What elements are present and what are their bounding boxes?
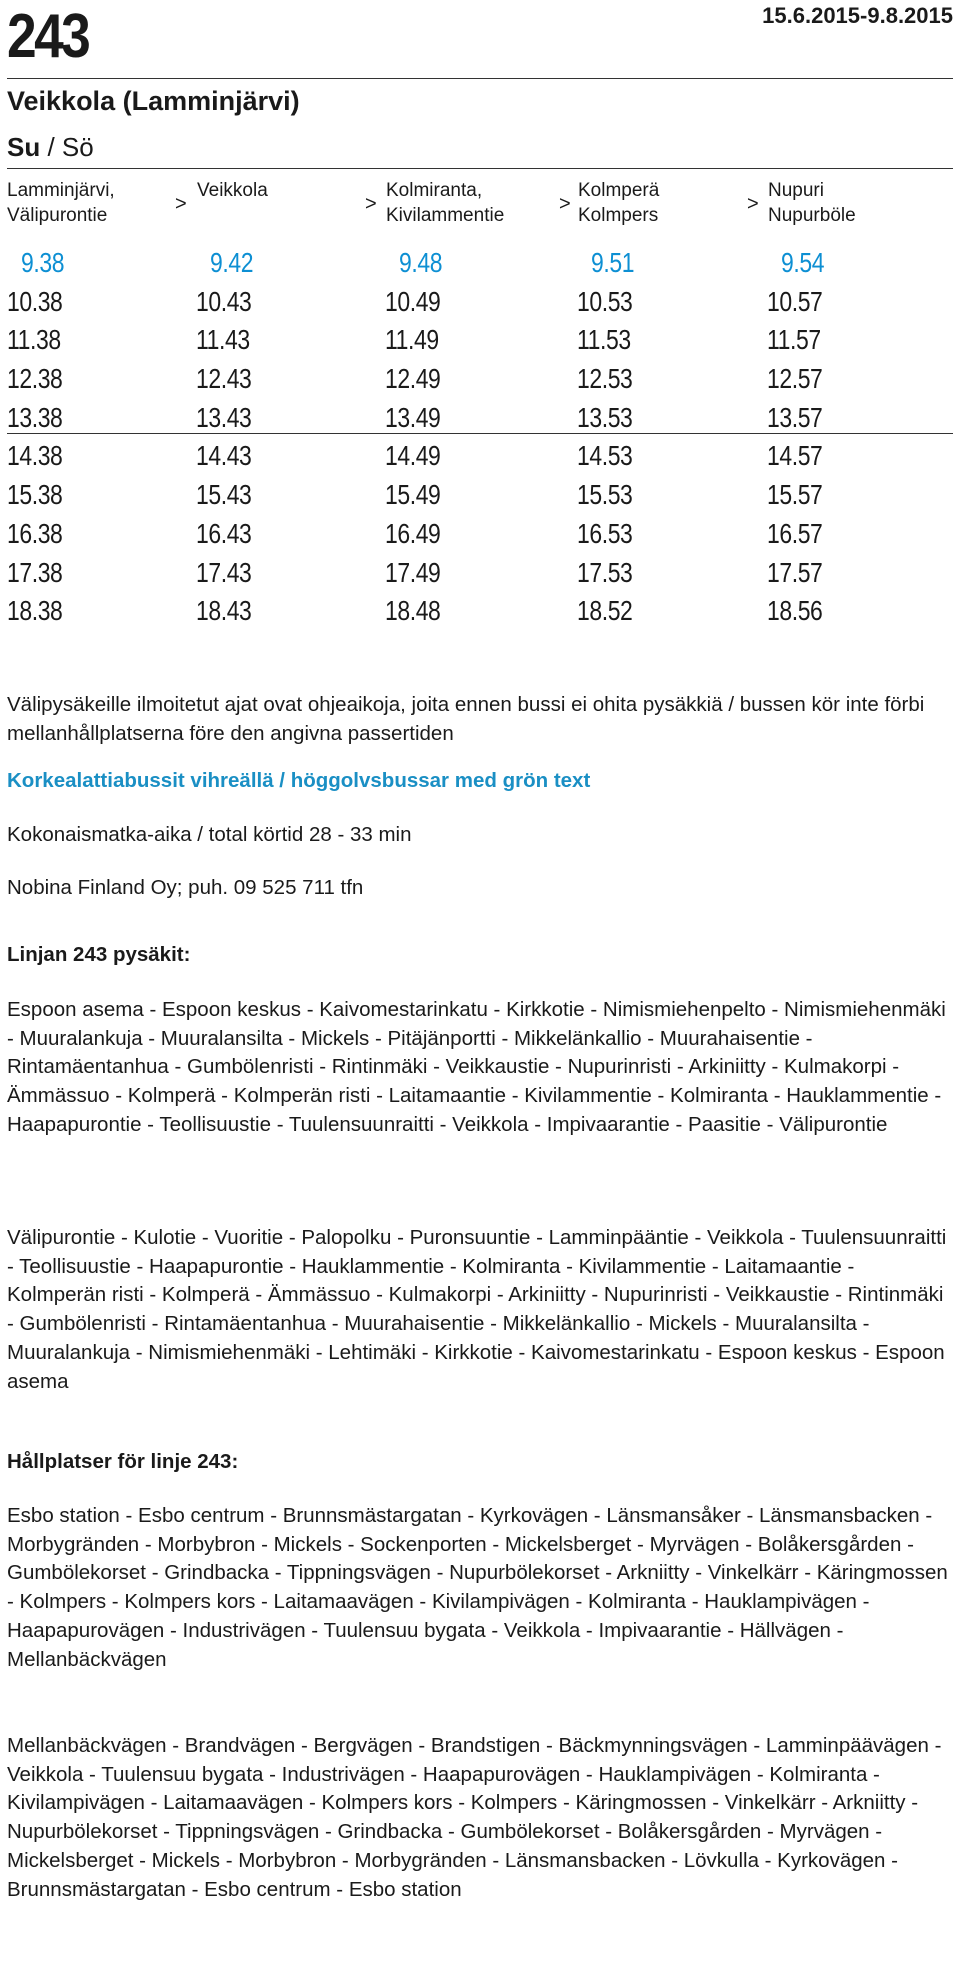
departure-row xyxy=(7,592,953,631)
departure-time: 11.53 xyxy=(577,324,631,356)
day-label xyxy=(7,132,94,163)
departure-row xyxy=(7,360,953,399)
timetable-page xyxy=(7,0,953,1901)
day-label-sv: Sö xyxy=(61,132,94,162)
departure-time: 15.53 xyxy=(577,479,633,511)
table-divider xyxy=(7,433,953,434)
departure-row xyxy=(7,437,953,476)
stop-column-header xyxy=(578,178,659,228)
departure-time: 11.49 xyxy=(385,324,439,356)
departure-time: 14.49 xyxy=(385,440,441,472)
departure-time: 13.38 xyxy=(7,401,63,433)
header-divider xyxy=(7,78,953,79)
departure-row xyxy=(7,283,953,322)
stop-header-row xyxy=(7,178,953,234)
departure-time: 12.53 xyxy=(577,363,633,395)
direction-arrow: > xyxy=(365,193,377,215)
stop-name-line: Kolmpers xyxy=(578,205,659,226)
departure-row xyxy=(7,515,953,554)
route-number: 243 xyxy=(7,2,89,71)
departure-time: 17.38 xyxy=(7,556,63,588)
stop-name-line: Nupuri xyxy=(768,180,824,201)
stop-name-line: Lamminjärvi, xyxy=(7,180,115,201)
departure-row xyxy=(7,244,953,283)
page-header xyxy=(7,0,953,80)
departure-time: 9.51 xyxy=(591,247,635,278)
stop-column-header xyxy=(197,178,268,203)
stop-name-line: Nupurböle xyxy=(768,205,856,226)
departure-time: 11.57 xyxy=(767,324,821,356)
departure-time: 15.57 xyxy=(767,479,823,511)
departure-time: 13.43 xyxy=(196,401,252,433)
departure-row xyxy=(7,321,953,360)
stops-fi-direction-2: Välipurontie - Kulotie - Vuoritie - Palopolku - Puronsuuntie - Lamminpääntie - Veikkola - Tuulensuunraitti - Teollisuustie - Haapapurontie - Hauklammentie - Kolmiranta - Kivilammentie - Laitamaantie - Kolmperän risti - Kolmperä - Ämmässuo - Kulmakorpi - Arkiniitty - Nupurinristi - Veikkaustie - Rintinmäki - Gumbölenristi - Rintamäentanhua - Muurahaisentie - Mikkelänkallio - Mickels - Muuralansilta - Muuralankuja - Nimismiehenmäki - Lehtimäki - Kirkkotie - Kaivomestarinkatu - Espoon keskus - Espoon asema xyxy=(7,1226,947,1393)
day-divider xyxy=(7,168,953,169)
stop-name-line: Kolmiranta, xyxy=(386,180,483,201)
departure-time: 14.53 xyxy=(577,440,633,472)
stops-fi-direction-1: Espoon asema - Espoon keskus - Kaivomestarinkatu - Kirkkotie - Nimismiehenpelto - Nimismiehenmäki - Muuralankuja - Muuralansilta - Mickels - Pitäjänportti - Mikkelänkallio - Muurahaisentie - Rintamäentanhua - Gumbölenristi - Rintinmäki - Veikkaustie - Nupurinristi - Arkiniitty - Kulmakorpi - Ämmässuo - Kolmperä - Kolmperän risti - Laitamaantie - Kivilammentie - Kolmiranta - Hauklammentie - Haapapurontie - Teollisuustie - Tuulensuunraitti - Veikkola - Impivaarantie - Paasitie - Välipurontie xyxy=(7,998,946,1136)
departure-row xyxy=(7,399,953,438)
direction-arrow: > xyxy=(559,193,571,215)
departure-time: 14.38 xyxy=(7,440,63,472)
departure-time: 16.53 xyxy=(577,517,633,549)
departure-row xyxy=(7,476,953,515)
departure-time: 9.42 xyxy=(210,247,254,278)
departure-time: 12.38 xyxy=(7,363,63,395)
departure-time: 10.43 xyxy=(196,285,252,317)
departure-time: 18.52 xyxy=(577,595,633,627)
departure-row xyxy=(7,554,953,593)
low-floor-notice: Korkealattiabussit vihreällä / höggolvsbussar med grön text xyxy=(7,769,591,792)
departure-time: 13.49 xyxy=(385,401,441,433)
departure-time: 17.43 xyxy=(196,556,252,588)
departure-time: 11.38 xyxy=(7,324,61,356)
validity-period: 15.6.2015-9.8.2015 xyxy=(762,3,953,28)
stops-sv-direction-2: Mellanbäckvägen - Brandvägen - Bergvägen - Brandstigen - Bäckmynningsvägen - Lamminpäävägen - Veikkola - Tuulensuu bygata - Industrivägen - Haapapurovägen - Hauklampivägen - Kolmiranta - Kivilampivägen - Laitamaavägen - Kolmpers kors - Kolmpers - Käringmossen - Vinkelkärr - Arkniitty - Nupurbölekorset - Tippningsvägen - Grindbacka - Gumbölekorset - Bolåkersgården - Myrvägen - Mickelsberget - Mickels - Morbybron - Morbygränden - Länsmansbacken - Lövkulla - Kyrkovägen - Brunnsmästargatan - Esbo centrum - Esbo station xyxy=(7,1734,942,1901)
departure-time: 10.53 xyxy=(577,285,633,317)
departure-time: 15.49 xyxy=(385,479,441,511)
departure-time: 14.43 xyxy=(196,440,252,472)
departure-time: 15.43 xyxy=(196,479,252,511)
departure-time: 18.38 xyxy=(7,595,63,627)
departure-time: 9.54 xyxy=(781,247,825,278)
departure-time: 15.38 xyxy=(7,479,63,511)
departure-time: 13.57 xyxy=(767,401,823,433)
departure-time: 12.49 xyxy=(385,363,441,395)
departure-time: 16.49 xyxy=(385,517,441,549)
departure-time: 12.57 xyxy=(767,363,823,395)
departure-time: 17.49 xyxy=(385,556,441,588)
stop-column-header xyxy=(386,178,504,228)
departure-time: 18.48 xyxy=(385,595,441,627)
duration-notice: Kokonaismatka-aika / total körtid 28 - 33 min xyxy=(7,823,412,846)
departure-time: 18.56 xyxy=(767,595,823,627)
direction-arrow: > xyxy=(747,193,759,215)
departure-time: 10.38 xyxy=(7,285,63,317)
day-label-fi: Su xyxy=(7,132,41,162)
departure-time: 12.43 xyxy=(196,363,252,395)
direction-arrow: > xyxy=(175,193,187,215)
departure-time: 13.53 xyxy=(577,401,633,433)
departure-time: 10.57 xyxy=(767,285,823,317)
stops-sv-title: Hållplatser för linje 243: xyxy=(7,1450,239,1473)
departure-time: 17.53 xyxy=(577,556,633,588)
stop-name-line: Välipurontie xyxy=(7,205,108,226)
departure-time: 9.38 xyxy=(21,247,65,278)
departure-time: 16.43 xyxy=(196,517,252,549)
departure-time: 9.48 xyxy=(399,247,443,278)
departure-time: 16.38 xyxy=(7,517,63,549)
departure-time: 18.43 xyxy=(196,595,252,627)
operator-contact: Nobina Finland Oy; puh. 09 525 711 tfn xyxy=(7,876,364,899)
departure-time: 14.57 xyxy=(767,440,823,472)
stop-column-header xyxy=(7,178,115,228)
stop-name-line: Kivilammentie xyxy=(386,205,505,226)
stop-name-line: Kolmperä xyxy=(578,180,660,201)
stops-fi-title: Linjan 243 pysäkit: xyxy=(7,943,191,966)
departure-time: 17.57 xyxy=(767,556,823,588)
stop-column-header xyxy=(768,178,856,228)
departure-time: 10.49 xyxy=(385,285,441,317)
route-name: Veikkola (Lamminjärvi) xyxy=(7,86,300,116)
stop-name-line: Veikkola xyxy=(197,180,268,201)
departure-time: 11.43 xyxy=(196,324,250,356)
departure-time: 16.57 xyxy=(767,517,823,549)
timing-notice: Välipysäkeille ilmoitetut ajat ovat ohjeaikoja, joita ennen bussi ei ohita pysäkkiä / bussen kör inte förbi mellanhållplatserna före den angivna passertiden xyxy=(7,693,925,745)
stops-sv-direction-1: Esbo station - Esbo centrum - Brunnsmästargatan - Kyrkovägen - Länsmansåker - Länsmansbacken - Morbygränden - Morbybron - Mickels - Sockenporten - Mickelsberget - Myrvägen - Bolåkersgården - Gumbölekorset - Grindbacka - Tippningsvägen - Nupurbölekorset - Arkniitty - Vinkelkärr - Käringmossen - Kolmpers - Kolmpers kors - Laitamaavägen - Kivilampivägen - Kolmiranta - Hauklampivägen - Haapapurovägen - Industrivägen - Tuulensuu bygata - Veikkola - Impivaarantie - Hällvägen - Mellanbäckvägen xyxy=(7,1504,948,1671)
day-label-separator: / xyxy=(40,132,62,162)
departure-table xyxy=(7,244,953,631)
